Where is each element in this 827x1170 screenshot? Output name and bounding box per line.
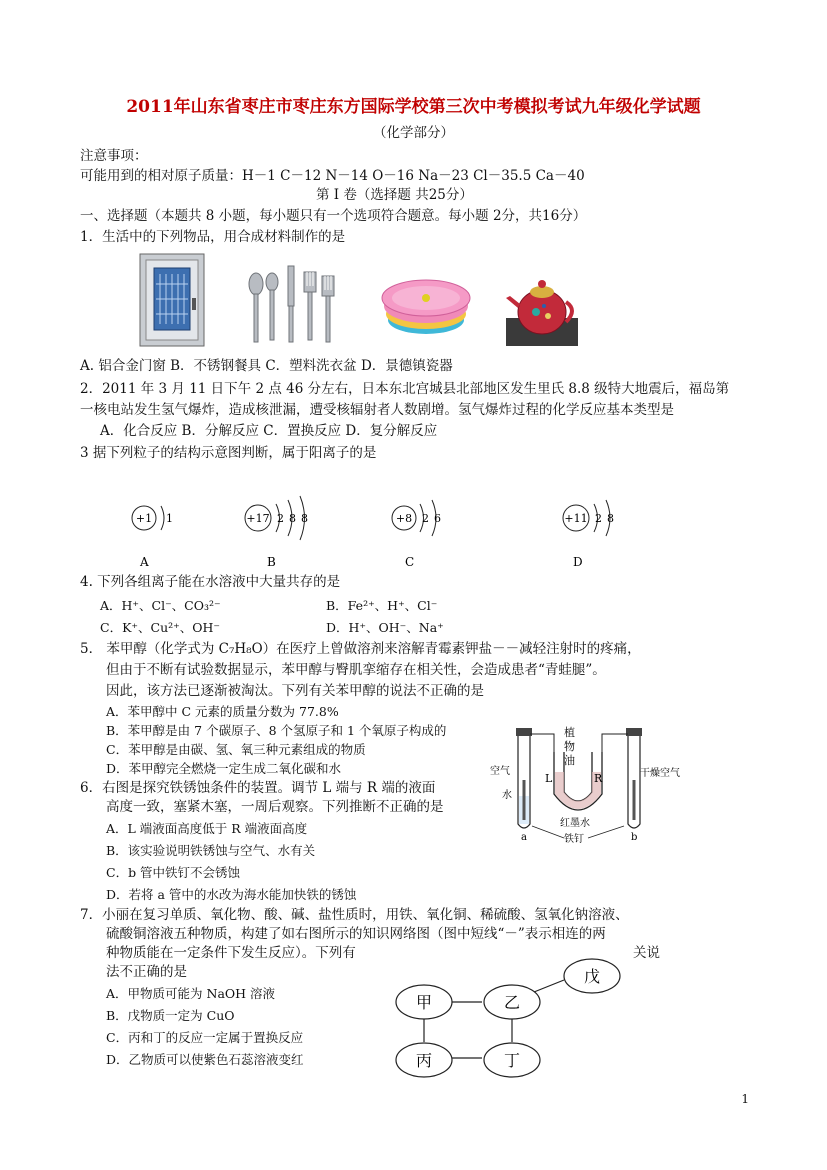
- particle-d: [563, 500, 614, 569]
- particle-b-label: B: [267, 555, 276, 569]
- question-2-options: A．化合反应 B．分解反应 C．置换反应 D．复分解反应: [100, 423, 438, 439]
- particle-b-shell-1: 2: [277, 512, 284, 525]
- question-7-stem-2: 硫酸铜溶液五种物质，构建了如右图所示的知识网络图（图中短线“－”表示相连的两: [106, 926, 606, 942]
- particle-diagrams: [120, 488, 640, 574]
- particle-a-shell-1: 1: [166, 512, 173, 525]
- question-5-option-d: D．苯甲醇完全燃烧一定生成二氧化碳和水: [106, 761, 342, 776]
- particle-d-nucleus: +11: [564, 512, 588, 525]
- particle-c-label: C: [405, 555, 415, 569]
- question-1-options: A. 铝合金门窗 B．不锈钢餐具 C．塑料洗衣盆 D．景德镇瓷器: [80, 358, 453, 374]
- question-4-option-d: D．H⁺、OH⁻、Na⁺: [326, 620, 444, 635]
- particle-d-label: D: [573, 555, 583, 569]
- oil-label-3: 油: [564, 754, 575, 767]
- particle-d-shell-1: 2: [595, 512, 602, 525]
- particle-c: [392, 500, 441, 569]
- question-7-option-b: B．戊物质一定为 CuO: [106, 1008, 235, 1023]
- node-bing: 丙: [415, 1051, 433, 1070]
- question-5-stem-1: 5． 苯甲醇（化学式为 C₇H₈O）在医疗上曾做溶剂来溶解青霉素钾盐－－减轻注射时的疼痛，: [80, 641, 641, 657]
- question-2-stem-1: 2．2011 年 3 月 11 日下午 2 点 46 分左右，日本东北宫城县北部地区发生里氏 8.8 级特大地震后，福岛第: [80, 381, 730, 397]
- atomic-masses: 可能用到的相对原子质量：H－1 C－12 N－14 O－16 Na－23 Cl－35.5 Ca－40: [80, 168, 585, 184]
- question-4-option-c: C．K⁺、Cu²⁺、OH⁻: [100, 620, 220, 635]
- left-end-label: L: [545, 772, 553, 785]
- question-5-stem-2: 但由于不断有试验数据显示，苯甲醇与臀肌挛缩存在相关性，会造成患者“青蛙腿”。: [106, 662, 606, 678]
- cutlery-image: [244, 262, 340, 350]
- particle-a-nucleus: +1: [135, 512, 153, 525]
- question-6-option-a: A．L 端液面高度低于 R 端液面高度: [106, 821, 308, 836]
- question-7-option-a: A．甲物质可能为 NaOH 溶液: [106, 986, 276, 1001]
- question-7-stem-3b: 关说: [633, 945, 660, 961]
- particle-c-shell-1: 2: [422, 512, 429, 525]
- question-6-option-c: C．b 管中铁钉不会锈蚀: [106, 865, 241, 880]
- page-title: 2011年山东省枣庄市枣庄东方国际学校第三次中考模拟考试九年级化学试题: [126, 97, 701, 117]
- question-7-stem-1: 7．小丽在复习单质、氧化物、酸、碱、盐性质时，用铁、氧化铜、稀硫酸、氢氧化钠溶液、: [80, 907, 629, 923]
- particle-d-shell-2: 8: [607, 512, 614, 525]
- notice-heading: 注意事项：: [80, 148, 148, 164]
- dry-air-label: 干燥空气: [640, 768, 680, 779]
- question-1-stem: 1．生活中的下列物品，用合成材料制作的是: [80, 229, 346, 245]
- particle-a-label: A: [140, 555, 149, 569]
- question-5-stem-3: 因此，该方法已逐渐被淘汰。下列有关苯甲醇的说法不正确的是: [106, 683, 484, 699]
- question-5-option-b: B．苯甲醇是由 7 个碳原子、8 个氢原子和 1 个氧原子构成的: [106, 723, 447, 738]
- particle-b-nucleus: +17: [246, 512, 270, 525]
- knowledge-network-diagram: [388, 956, 628, 1080]
- node-wu: 戊: [583, 967, 601, 986]
- node-ding: 丁: [503, 1051, 521, 1070]
- question-7-option-c: C．丙和丁的反应一定属于置换反应: [106, 1030, 304, 1045]
- air-label: 空气: [490, 766, 510, 777]
- question-7-option-d: D．乙物质可以使紫色石蕊溶液变红: [106, 1052, 304, 1067]
- porcelain-teapot-image: [506, 262, 578, 350]
- question-6-stem-1: 6．右图是探究铁锈蚀条件的装置。调节 L 端与 R 端的液面: [80, 780, 436, 796]
- nail-label: 铁钉: [564, 834, 584, 845]
- question-7-stem-4: 法不正确的是: [106, 964, 187, 980]
- question-4-option-a: A．H⁺、Cl⁻、CO₃²⁻: [100, 598, 221, 613]
- water-label: 水: [502, 790, 512, 801]
- aluminum-door-image: [138, 252, 206, 352]
- question-2-stem-2: 一核电站发生氢气爆炸，造成核泄漏，遭受核辐射者人数剧增。氢气爆炸过程的化学反应基本类型是: [80, 402, 674, 418]
- particle-b: [245, 496, 308, 569]
- particle-c-nucleus: +8: [395, 512, 413, 525]
- node-yi: 乙: [503, 993, 521, 1012]
- question-6-option-b: B．该实验说明铁锈蚀与空气、水有关: [106, 843, 316, 858]
- section-title: 第 I 卷（选择题 共25分）: [316, 187, 473, 203]
- question-6-option-d: D．若将 a 管中的水改为海水能加快铁的锈蚀: [106, 887, 357, 902]
- oil-label-2: 物: [564, 740, 575, 753]
- right-end-label: R: [594, 772, 603, 785]
- red-ink-label: 红墨水: [560, 818, 590, 829]
- particle-a: [132, 506, 173, 569]
- iron-rusting-apparatus: [488, 722, 688, 852]
- question-4-option-b: B．Fe²⁺、H⁺、Cl⁻: [326, 598, 438, 613]
- tube-a-label: a: [521, 832, 527, 843]
- question-3-stem: 3 据下列粒子的结构示意图判断，属于阳离子的是: [80, 445, 377, 461]
- oil-label-1: 植: [564, 726, 575, 739]
- question-7-stem-3a: 种物质能在一定条件下发生反应）。下列有: [106, 945, 356, 961]
- particle-c-shell-2: 6: [434, 512, 441, 525]
- question-6-stem-2: 高度一致，塞紧木塞，一周后观察。下列推断不正确的是: [106, 799, 444, 815]
- node-jia: 甲: [415, 993, 433, 1012]
- part-one-heading: 一、选择题（本题共 8 小题，每小题只有一个选项符合题意。每小题 2分，共16分）: [80, 208, 587, 224]
- particle-b-shell-2: 8: [289, 512, 296, 525]
- plastic-basin-image: [380, 268, 472, 342]
- particle-b-shell-3: 8: [301, 512, 308, 525]
- tube-b-label: b: [631, 832, 638, 843]
- page-subtitle: （化学部分）: [373, 125, 454, 141]
- question-5-option-c: C．苯甲醇是由碳、氢、氧三种元素组成的物质: [106, 742, 366, 757]
- page-number: 1: [741, 1092, 749, 1106]
- question-4-stem: 4. 下列各组离子能在水溶液中大量共存的是: [80, 574, 341, 590]
- question-5-option-a: A．苯甲醇中 C 元素的质量分数为 77.8%: [106, 704, 339, 719]
